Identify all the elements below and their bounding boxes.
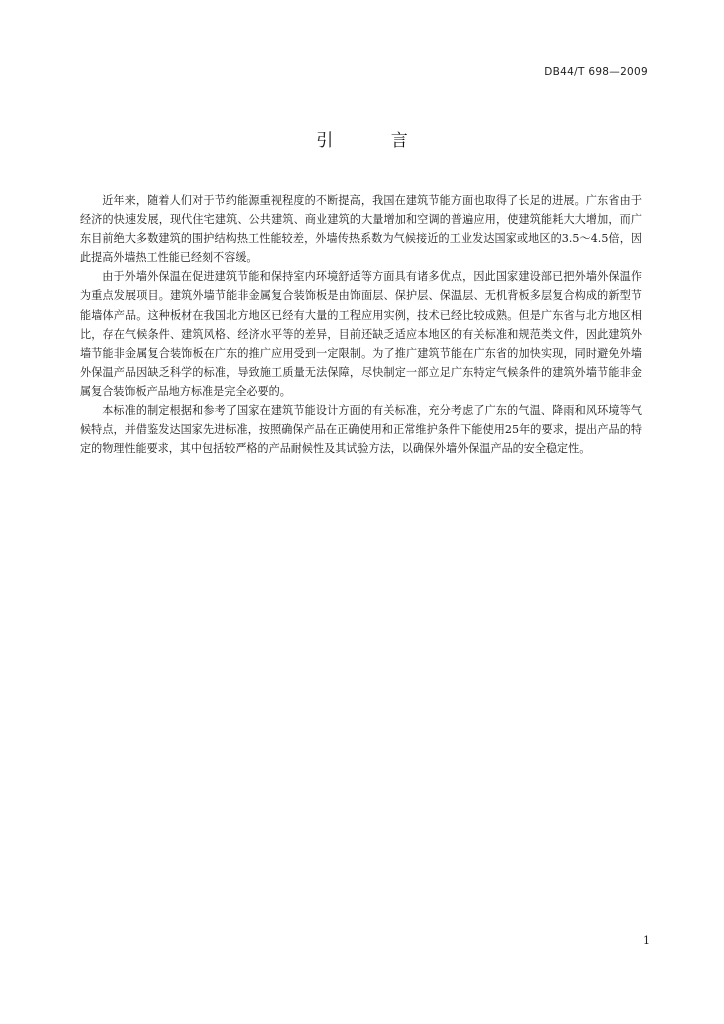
paragraph-3: 本标准的制定根据和参考了国家在建筑节能设计方面的有关标准，充分考虑了广东的气温、降雨和风环境等气候特点，并借鉴发达国家先进标准，按照确保产品在正确使用和正常维护条件下能使用25年的要求，提出产品的特定的物理性能要求，其中包括较严格的产品耐候性及其试验方法，以确保外墙外保温产品的安全稳定性。 <box>80 404 642 456</box>
body-text <box>80 191 642 458</box>
standard-code: DB44/T 698—2009 <box>544 66 648 78</box>
paragraph-2: 由于外墙外保温在促进建筑节能和保持室内环境舒适等方面具有诸多优点，因此国家建设部已把外墙外保温作为重点发展项目。建筑外墙节能非金属复合装饰板是由饰面层、保护层、保温层、无机背板多层复合构成的新型节能墙体产品。这种板材在我国北方地区已经有大量的工程应用实例，技术已经比较成熟。但是广东省与北方地区相比，存在气候条件、建筑风格、经济水平等的差异，目前还缺乏适应本地区的有关标准和规范类文件，因此建筑外墙节能非金属复合装饰板在广东的推广应用受到一定限制。为了推广建筑节能在广东省的加快实现，同时避免外墙外保温产品因缺乏科学的标准，导致施工质量无法保障，尽快制定一部立足广东特定气候条件的建筑外墙节能非金属复合装饰板产品地方标准是完全必要的。 <box>80 270 642 398</box>
page-title: 引 言 <box>316 131 434 151</box>
paragraph-1: 近年来，随着人们对于节约能源重视程度的不断提高，我国在建筑节能方面也取得了长足的进展。广东省由于经济的快速发展，现代住宅建筑、公共建筑、商业建筑的大量增加和空调的普遍应用，使建筑能耗大大增加，而广东目前绝大多数建筑的围护结构热工性能较差，外墙传热系数为气候接近的工业发达国家或地区的3.5～4.5倍，因此提高外墙热工性能已经刻不容缓。 <box>80 194 642 265</box>
page-number: 1 <box>643 934 650 947</box>
